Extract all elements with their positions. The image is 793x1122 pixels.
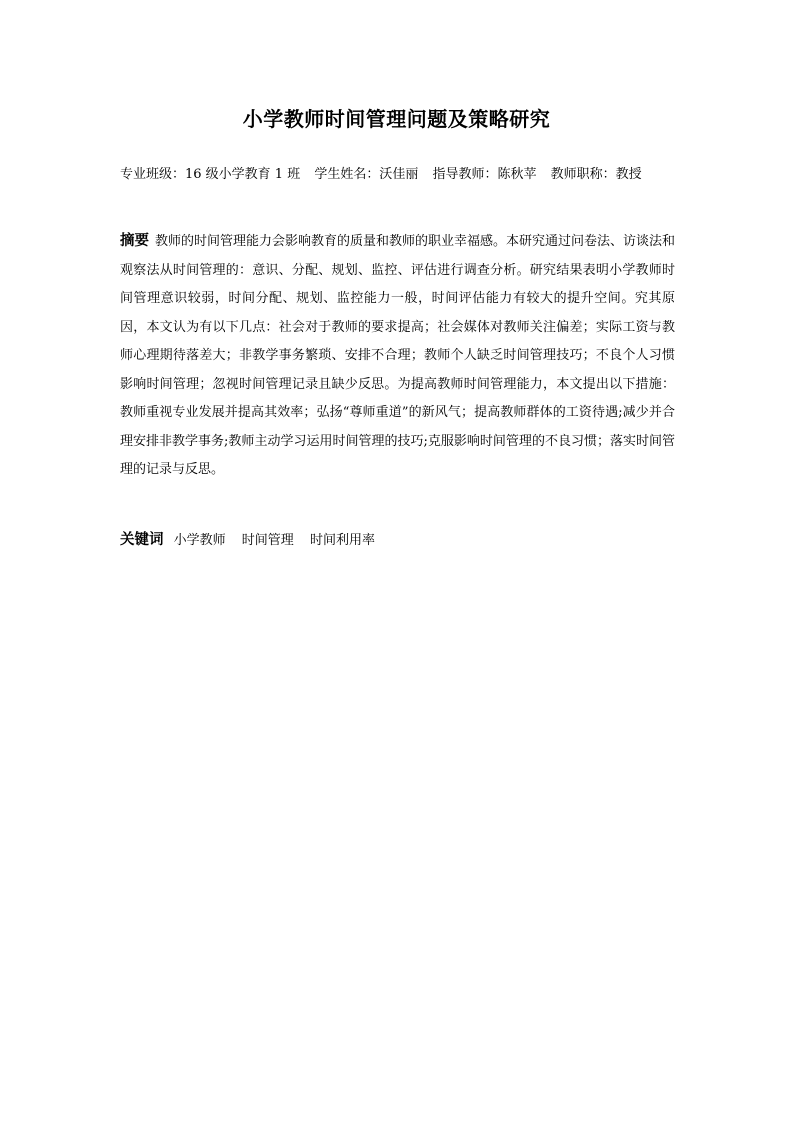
- keyword-item: 小学教师: [173, 533, 226, 548]
- author-info-line: [120, 163, 680, 182]
- abstract-label: 摘要: [120, 233, 149, 249]
- keyword-item: 时间利用率: [309, 533, 375, 548]
- advisor-title: 教师职称：教授: [550, 167, 642, 182]
- student-name: 学生姓名：沃佳丽: [314, 167, 419, 182]
- advisor-name: 指导教师：陈秋苹: [432, 167, 537, 182]
- keywords-label: 关键词: [120, 532, 164, 548]
- major-class: 专业班级：16 级小学教育 1 班: [120, 167, 301, 182]
- document-title: 小学教师时间管理问题及策略研究: [242, 107, 551, 131]
- abstract-section: [120, 227, 675, 485]
- abstract-text: 教师的时间管理能力会影响教育的质量和教师的职业幸福感。本研究通过问卷法、访谈法和观察法从时间管理的：意识、分配、规划、监控、评估进行调查分析。研究结果表明小学教师时间管理意识较弱，时间分配、规划、监控能力一般，时间评估能力有较大的提升空间。究其原因，本文认为有以下几点：社会对于教师的要求提高；社会媒体对教师关注偏差；实际工资与教师心理期待落差大；非教学事务繁琐、安排不合理；教师个人缺乏时间管理技巧；不良个人习惯影响时间管理；忽视时间管理记录且缺少反思。为提高教师时间管理能力，本文提出以下措施：教师重视专业发展并提高其效率；弘扬“尊师重道”的新风气；提高教师群体的工资待遇;减少并合理安排非教学事务;教师主动学习运用时间管理的技巧;克服影响时间管理的不良习惯；落实时间管理的记录与反思。: [120, 234, 676, 477]
- keyword-item: 时间管理: [241, 533, 294, 548]
- keywords-section: [120, 528, 675, 549]
